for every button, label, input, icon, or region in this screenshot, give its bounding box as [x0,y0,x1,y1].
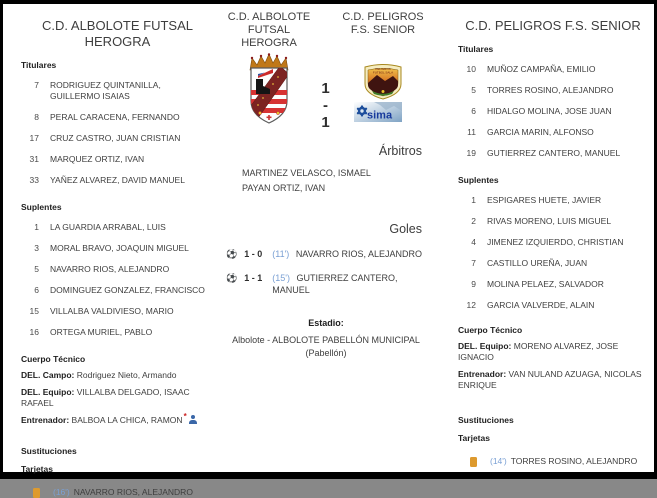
estadio-section [220,318,432,359]
player-number: 15 [29,306,39,316]
player-number: 5 [471,85,476,95]
coach-person-icon [183,412,198,424]
svg-text:sima: sima [367,109,393,122]
home-cuerpo-tecnico-heading: Cuerpo Técnico [21,354,86,364]
sima-logo [354,102,402,122]
player-row [21,175,214,186]
svg-text:PELIGROS: PELIGROS [375,67,391,72]
home-del-equipo [21,387,214,409]
player-name: CASTILLO UREÑA, JUAN [487,258,588,268]
away-del-equipo [458,341,648,363]
player-number: 3 [34,243,39,253]
home-crest-icon [246,53,292,127]
home-titulares-heading: Titulares [21,60,57,70]
home-suplentes-list [21,222,214,338]
goal-player-name: NAVARRO RIOS, ALEJANDRO [295,249,423,259]
away-name-center [334,11,432,37]
goal-player-name: GUTIERREZ CANTERO, MANUEL [272,273,398,295]
card-row [458,456,648,467]
away-suplentes-list [458,195,648,311]
match-score: 1 - 1 [321,80,331,131]
player-number: 31 [29,154,39,164]
player-number: 6 [34,285,39,295]
player-number: 7 [34,80,39,90]
goal-minute-link[interactable]: (11') [272,249,290,259]
home-team-title [21,18,214,50]
goal-score: 1 - 0 [244,249,263,259]
del-campo-value: Rodriguez Nieto, Armando [76,370,177,380]
player-number: 4 [471,237,476,247]
player-name: JIMENEZ IZQUIERDO, CHRISTIAN [487,237,624,247]
player-row [458,127,648,138]
home-team-column [3,4,216,497]
player-name: PERAL CARACENA, FERNANDO [50,112,180,122]
player-row [458,64,648,75]
del-campo-label: DEL. Campo: [21,370,75,380]
player-name: VILLALBA VALDIVIESO, MARIO [50,306,174,316]
card-player-name: TORRES ROSINO, ALEJANDRO [510,456,638,466]
del-equipo-value: MORENO ALVAREZ, JOSE IGNACIO [458,341,619,362]
player-row [458,106,648,117]
player-name: MUÑOZ CAMPAÑA, EMILIO [487,64,596,74]
home-name-line: HEROGRA [241,37,297,49]
estadio-type: (Pabellón) [305,348,347,358]
away-crest-icon [363,63,403,100]
player-row [458,237,648,248]
player-row [458,195,648,206]
home-sustituciones-heading: Sustituciones [21,446,77,456]
away-name-line: C.D. PELIGROS [342,11,424,23]
goles-heading: Goles [389,222,422,236]
away-sustituciones-heading: Sustituciones [458,415,514,425]
player-name: MORAL BRAVO, JOAQUIN MIGUEL [50,243,189,253]
player-row [21,80,214,102]
away-entrenador [458,369,648,391]
card-minute-link[interactable]: (14') [490,456,507,466]
goal-detail [272,248,422,260]
soccer-ball-icon: ⚽ [226,249,238,259]
player-number: 7 [471,258,476,268]
yellow-card-icon [33,488,40,498]
goal-row [220,248,432,260]
player-name: RIVAS MORENO, LUIS MIGUEL [487,216,612,226]
player-row [458,85,648,96]
player-number: 17 [29,133,39,143]
player-number: 1 [471,195,476,205]
away-team-title: C.D. PELIGROS F.S. SENIOR [465,18,641,33]
player-number: 6 [471,106,476,116]
goal-detail [272,272,430,296]
player-name: GARCIA MARIN, ALFONSO [487,127,594,137]
player-number: 10 [466,64,476,74]
home-suplentes-heading: Suplentes [21,202,62,212]
player-name: HIDALGO MOLINA, JOSE JUAN [487,106,612,116]
player-number: 9 [471,279,476,289]
player-name: DOMINGUEZ GONZALEZ, FRANCISCO [50,285,205,295]
away-name-line: F.S. SENIOR [350,24,416,36]
entrenador-label: Entrenador: [21,415,70,425]
estadio-heading: Estadio: [308,318,344,328]
player-row [458,258,648,269]
away-tarjetas-heading: Tarjetas [458,433,490,443]
referee-name: PAYAN ORTIZ, IVAN [242,183,326,193]
svg-text:FUTBOL SALA: FUTBOL SALA [372,70,394,75]
card-player-name: NAVARRO RIOS, ALEJANDRO [73,487,193,497]
player-name: ESPIGARES HUETE, JAVIER [487,195,602,205]
away-titulares-list [458,64,648,159]
match-summary-column [216,4,442,472]
player-number: 11 [467,127,476,137]
player-row [458,148,648,159]
player-name: MARQUEZ ORTIZ, IVAN [50,154,145,164]
entrenador-value: VAN NULAND AZUAGA, NICOLAS ENRIQUE [458,369,642,390]
player-row [21,306,214,317]
home-team-title-line1: C.D. ALBOLOTE FUTSAL [42,18,193,33]
referee-name: MARTINEZ VELASCO, ISMAEL [242,168,371,178]
player-number: 2 [471,216,476,226]
soccer-ball-icon: ⚽ [226,273,238,283]
player-number: 33 [29,175,39,185]
goal-minute-link[interactable]: (15') [272,273,290,283]
player-name: TORRES ROSINO, ALEJANDRO [487,85,614,95]
player-name: LA GUARDIA ARRABAL, LUIS [50,222,166,232]
player-name: GARCIA VALVERDE, ALAIN [487,300,595,310]
home-entrenador [21,412,214,426]
player-name: ORTEGA MURIEL, PABLO [50,327,153,337]
away-cuerpo-tecnico-heading: Cuerpo Técnico [458,325,523,335]
estadio-name: Albolote - ALBOLOTE PABELLÓN MUNICIPAL [232,335,420,345]
card-minute-link[interactable]: (16') [53,487,70,497]
player-row [21,133,214,144]
arbitros-heading: Árbitros [378,144,422,158]
player-name: CRUZ CASTRO, JUAN CRISTIAN [50,133,181,143]
player-row [458,300,648,311]
away-header-cell [334,6,432,132]
player-row [21,264,214,275]
home-name-center [220,11,318,50]
home-name-line: C.D. ALBOLOTE [227,11,311,23]
player-row [458,216,648,227]
home-del-campo [21,370,214,381]
away-titulares-heading: Titulares [458,44,494,54]
player-number: 16 [29,327,39,337]
player-number: 12 [466,300,476,310]
player-number: 8 [34,112,39,122]
player-row [21,327,214,338]
card-row [21,487,214,498]
entrenador-label: Entrenador: [458,369,507,379]
player-number: 19 [466,148,476,158]
home-titulares-list [21,80,214,186]
entrenador-value: BALBOA LA CHICA, RAMON [71,415,183,425]
away-suplentes-heading: Suplentes [458,175,499,185]
player-name: RODRIGUEZ QUINTANILLA, GUILLERMO ISAIAS [50,80,161,101]
player-row [458,279,648,290]
player-name: MOLINA PELAEZ, SALVADOR [487,279,604,289]
del-equipo-value: VILLALBA DELGADO, ISAAC RAFAEL [21,387,190,408]
home-name-line: FUTSAL [247,24,291,36]
home-tarjetas-heading: Tarjetas [21,464,53,474]
player-row [21,154,214,165]
player-name: GUTIERREZ CANTERO, MANUEL [487,148,621,158]
player-row [21,222,214,233]
player-name: NAVARRO RIOS, ALEJANDRO [50,264,170,274]
red-asterisk-icon: * [183,412,187,421]
del-equipo-label: DEL. Equipo: [458,341,512,351]
player-row [21,243,214,254]
arbitros-section [220,144,432,196]
player-number: 5 [34,264,39,274]
goles-section [220,222,432,296]
goal-score: 1 - 1 [244,273,263,283]
player-row [21,285,214,296]
player-row [21,112,214,123]
match-header [220,6,432,132]
player-number: 1 [34,222,39,232]
away-team-column [442,4,654,472]
goal-row [220,272,432,296]
del-equipo-label: DEL. Equipo: [21,387,75,397]
home-header-cell [220,6,318,132]
home-team-title-line2: HEROGRA [84,34,151,49]
yellow-card-icon [470,457,477,467]
player-name: YAÑEZ ALVAREZ, DAVID MANUEL [50,175,185,185]
